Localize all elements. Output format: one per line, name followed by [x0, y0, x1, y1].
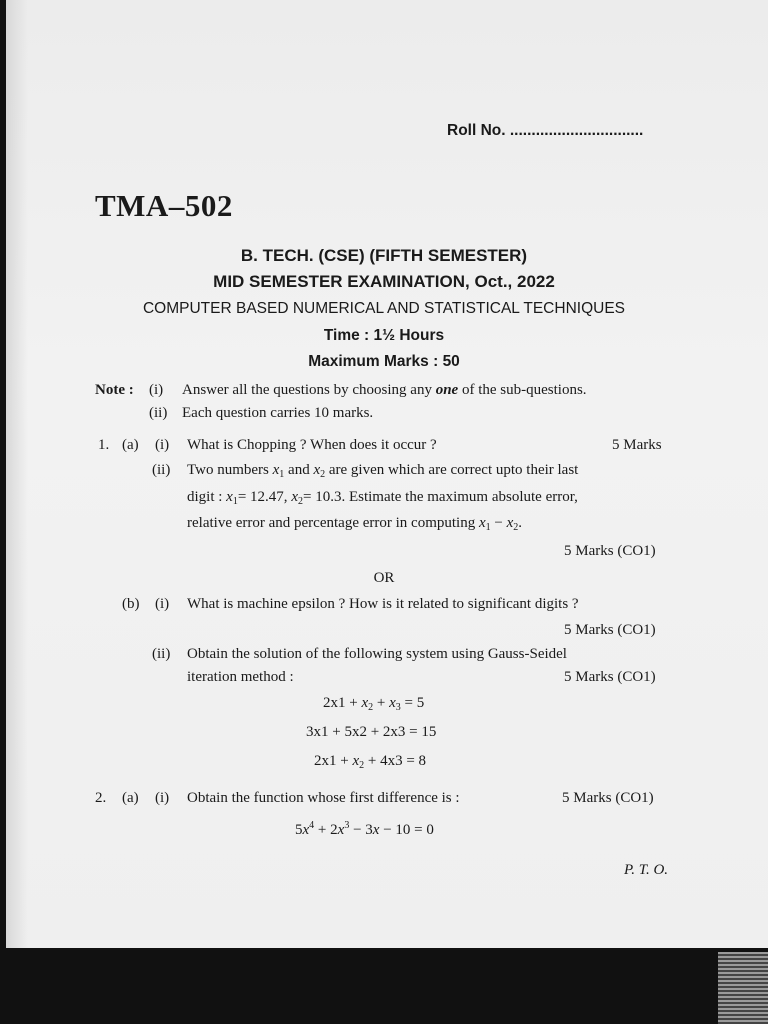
- note-item-1: Answer all the questions by choosing any one of the sub-questions.: [182, 382, 587, 398]
- page-turn-over: P. T. O.: [624, 862, 669, 878]
- question-text: What is Chopping ? When does it occur ?: [187, 437, 437, 453]
- sub-question-label: (b): [122, 596, 140, 612]
- question-number: 1.: [98, 437, 110, 453]
- question-text: Obtain the function whose first difference is :: [187, 790, 460, 806]
- marks-label: 5 Marks (CO1): [562, 790, 654, 806]
- marks-label: 5 Marks: [612, 437, 662, 453]
- part-number: (ii): [152, 646, 171, 662]
- question-text: Obtain the solution of the following system using Gauss-Seidel: [187, 646, 567, 662]
- marks-label: 5 Marks (CO1): [564, 543, 656, 559]
- paper-code: TMA–502: [95, 188, 233, 223]
- exam-heading: MID SEMESTER EXAMINATION, Oct., 2022: [213, 272, 555, 291]
- sub-question-label: (a): [122, 790, 139, 806]
- question-text: digit : $x_1= 12.47$, $x_2= 10.3$. Estimate the maximum absolute error,: [187, 489, 578, 507]
- page-shadow: [6, 0, 28, 948]
- marks-label: 5 Marks (CO1): [564, 669, 656, 685]
- question-text: iteration method :: [187, 669, 294, 685]
- sub-question-label: (a): [122, 437, 139, 453]
- part-number: (ii): [152, 462, 171, 478]
- note-item-2: Each question carries 10 marks.: [182, 405, 374, 421]
- question-text: relative error and percentage error in computing $x_1 - x_2$.: [187, 515, 523, 533]
- equation: $2x1 + x_2 + x_3 = 5$: [323, 695, 425, 713]
- subject-heading: COMPUTER BASED NUMERICAL AND STATISTICAL TECHNIQUES: [142, 300, 625, 317]
- equation: 3x1 + 5x2 + 2x3 = 15: [306, 724, 437, 740]
- part-number: (i): [155, 790, 170, 806]
- scanner-edge-artifact: [718, 952, 768, 1024]
- question-text: Two numbers $x_1$ and $x_2$ are given which are correct upto their last: [187, 462, 579, 480]
- time-allowed: Time : 1½ Hours: [323, 327, 445, 344]
- note-label: Note :: [95, 382, 134, 398]
- marks-label: 5 Marks (CO1): [564, 622, 656, 638]
- part-number: (i): [155, 596, 170, 612]
- program-heading: B. TECH. (CSE) (FIFTH SEMESTER): [240, 246, 528, 265]
- note-item-number: (ii): [149, 405, 168, 421]
- part-number: (i): [155, 437, 170, 453]
- note-item-number: (i): [149, 382, 164, 398]
- roll-number-field: Roll No. ...............................: [447, 122, 644, 139]
- question-text: What is machine epsilon ? How is it related to significant digits ?: [187, 596, 579, 612]
- question-number: 2.: [95, 790, 107, 806]
- equation: $5x^4 + 2x^3 - 3x - 10 = 0$: [295, 820, 434, 838]
- or-separator: OR: [373, 570, 395, 586]
- equation: $2x1 + x_2 + 4x3 = 8$: [314, 753, 427, 771]
- maximum-marks: Maximum Marks : 50: [308, 353, 460, 370]
